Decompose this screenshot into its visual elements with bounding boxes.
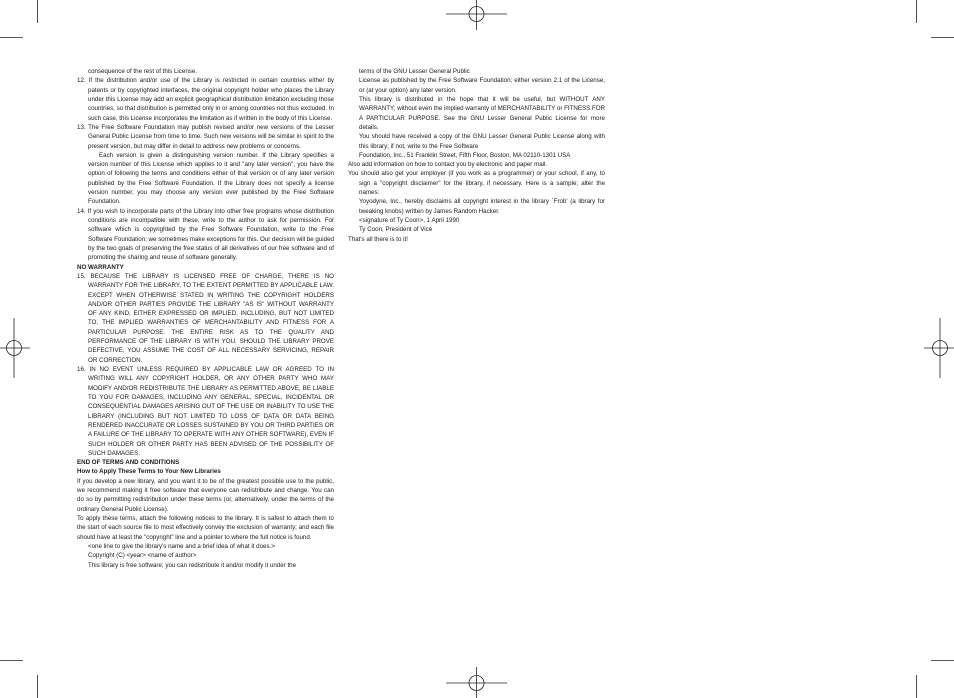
paragraph: Also add information on how to contact you by electronic and paper mail.: [348, 161, 548, 169]
registration-mark: [0, 318, 30, 378]
right-column: [348, 67, 605, 244]
section-heading: END OF TERMS AND CONDITIONS: [77, 459, 180, 467]
notice-line: This library is distributed in the hope that it will be useful, but WITHOUT ANY WARRANTY; without even the implied warranty of MERCHANTABILITY or FITNESS FOR A PARTICULAR PURPOSE. See the GNU Lesser General Public License for more details.: [359, 95, 606, 131]
paragraph: That's all there is to it!: [348, 235, 408, 243]
list-item: 15. BECAUSE THE LIBRARY IS LICENSED FREE OF CHARGE, THERE IS NO WARRANTY FOR THE LIBRARY, TO THE EXTENT PERMITTED BY APPLICABLE LAW. EXCEPT WHEN OTHERWISE STATED IN WRITING THE COPYRIGHT HOLDERS AND/OR OTHER PARTIES PROVIDE THE LIBRARY "AS IS" WITHOUT WARRANTY OF ANY KIND, EITHER EXPRESSED OR IMPLIED, INCLUDING, BUT NOT LIMITED TO, THE IMPLIED WARRANTIES OF MERCHANTABILITY AND FITNESS FOR A PARTICULAR PURPOSE. THE ENTIRE RISK AS TO THE QUALITY AND PERFORMANCE OF THE LIBRARY IS WITH YOU. SHOULD THE LIBRARY PROVE DEFECTIVE, YOU ASSUME THE COST OF ALL NECESSARY SERVICING, REPAIR OR CORRECTION.: [77, 272, 334, 364]
list-item: 16. IN NO EVENT UNLESS REQUIRED BY APPLICABLE LAW OR AGREED TO IN WRITING WILL ANY COPYRIGHT HOLDER, OR ANY OTHER PARTY WHO MAY MODIFY AND/OR REDISTRIBUTE THE LIBRARY AS PERMITTED ABOVE, BE LIABLE TO YOU FOR DAMAGES, INCLUDING ANY GENERAL, SPECIAL, INCIDENTAL OR CONSEQUENTIAL DAMAGES ARISING OUT OF THE USE OR INABILITY TO USE THE LIBRARY (INCLUDING BUT NOT LIMITED TO LOSS OF DATA OR DATA BEING RENDERED INACCURATE OR LOSSES SUSTAINED BY YOU OR THIRD PARTIES OR A FAILURE OF THE LIBRARY TO OPERATE WITH ANY OTHER SOFTWARE), EVEN IF SUCH HOLDER OR OTHER PARTY HAS BEEN ADVISED OF THE POSSIBILITY OF SUCH DAMAGES.: [77, 366, 334, 457]
notice-line: You should have received a copy of the GNU Lesser General Public License along with this library; if not, write to the Free Software: [359, 133, 605, 150]
list-item: 13. The Free Software Foundation may publish revised and/or new versions of the Lesser General Public License from time to time. Such new versions will be similar in spirit to the present version, but may differ in detail to address new problems or concerns.: [77, 123, 334, 150]
left-column: [77, 67, 334, 570]
list-item: 12. If the distribution and/or use of the Library is restricted in certain countries either by patents or by copyrighted interfaces, the original copyright holder who places the Library under this License may add an explicit geographical distribution limitation excluding those countries, so that distribution is permitted only in or among countries not thus excluded. In such case, this License incorporates the limitation as if written in the body of this License.: [77, 77, 334, 122]
registration-mark: [446, 0, 507, 30]
notice-line: terms of the GNU Lesser General Public: [359, 68, 470, 75]
notice-line: <signature of Ty Coon>, 1 April 1990: [359, 217, 460, 224]
notice-line: License as published by the Free Software Foundation; either version 2.1 of the License, or (at your option) any later version.: [359, 77, 605, 94]
notice-line: Copyright (C) <year> <name of author>: [88, 552, 197, 560]
paragraph: To apply these terms, attach the following notices to the library. It is safest to attach them to the start of each source file to most effectively convey the exclusion of warranty; and each file should have at least the "copyright" line and a pointer to where the full notice is found.: [77, 515, 334, 541]
section-heading: NO WARRANTY: [77, 263, 124, 271]
section-heading: How to Apply These Terms to Your New Libraries: [77, 468, 221, 476]
paragraph: If you develop a new library, and you want it to be of the greatest possible use to the public, we recommend making it free software that everyone can redistribute and change. You can do so by permitting redistribution under these terms (or, alternatively, under the terms of the ordinary General Public License).: [77, 477, 334, 513]
notice-line: This library is free software; you can redistribute it and/or modify it under the: [88, 561, 297, 569]
paragraph: You should also get your employer (if you work as a programmer) or your school, if any, to sign a "copyright disclaimer" for the library, if necessary. Here is a sample; alter the names:: [348, 170, 605, 197]
registration-mark: [446, 667, 507, 698]
paragraph: Each version is given a distinguishing version number. If the Library specifies a version number of this License which applies to it and "any later version", you have the option of following the terms and conditions either of that version or of any later version published by the Free Software Foundation. If the Library does not specify a license version number, you may choose any version ever published by the Free Software Foundation.: [88, 151, 334, 206]
notice-line: Yoyodyne, Inc., hereby disclaims all copyright interest in the library `Frob' (a library for tweaking knobs) written by James Random Hacker.: [359, 198, 605, 215]
notice-line: Foundation, Inc., 51 Franklin Street, Fifth Floor, Boston, MA 02110-1301 USA: [359, 151, 571, 159]
list-item: 14. If you wish to incorporate parts of the Library into other free programs whose distribution conditions are incompatible with these, write to the author to ask for permission. For software which is copyrighted by the Free Software Foundation, write to the Free Software Foundation; we sometimes make exceptions for this. Our decision will be guided by the two goals of preserving the free status of all derivatives of our free software and of promoting the sharing and reuse of software generally.: [77, 207, 334, 262]
notice-line: Ty Coon, President of Vice: [359, 226, 433, 234]
notice-line: <one line to give the library's name and a brief idea of what it does.>: [88, 542, 275, 550]
paragraph: consequence of the rest of this License.: [88, 68, 198, 75]
registration-mark: [924, 318, 954, 378]
